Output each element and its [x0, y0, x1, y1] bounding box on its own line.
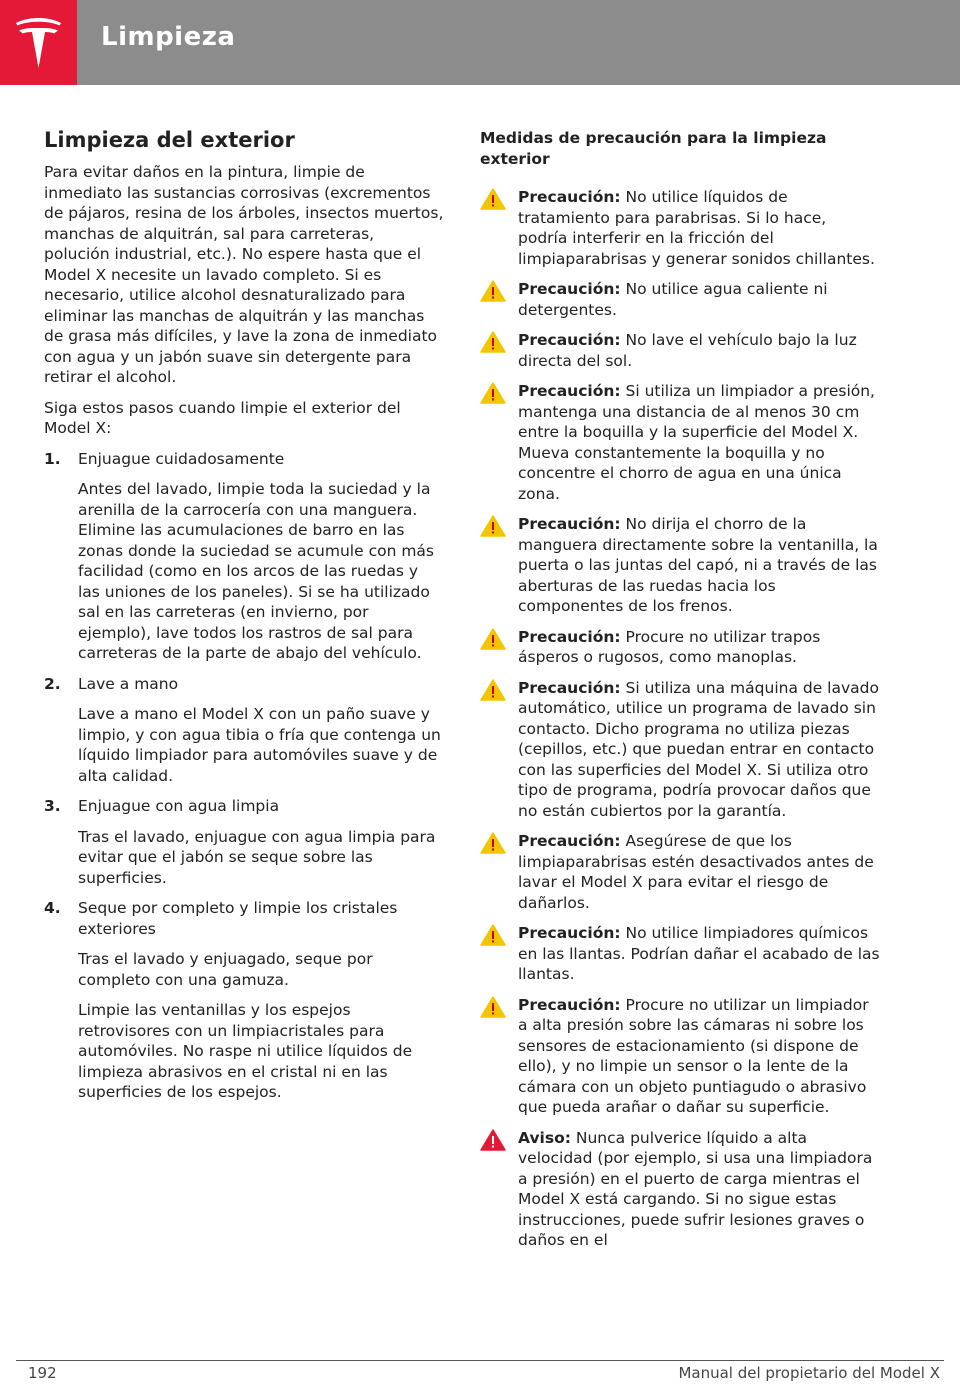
left-column [44, 128, 444, 1113]
notice-item [480, 381, 880, 504]
caution-icon [480, 924, 506, 946]
notices-list [480, 187, 880, 1251]
notice-label: Precaución: [518, 331, 621, 349]
step-item [44, 898, 444, 1103]
caution-icon [480, 382, 506, 404]
notice-item [480, 923, 880, 985]
notice-text: Si utiliza una máquina de lavado automático, utilice un programa de lavado sin contacto. Dicho programa no utiliza piezas (cepillos, etc.) que puedan entrar en contacto con las superficies del Model X. Si utiliza otro tipo de programa, podría provocar daños que no están cubiertos por la garantía. [518, 678, 879, 820]
notice-item [480, 514, 880, 617]
notice-text: No dirija el chorro de la manguera directamente sobre la ventanilla, la puerta o las juntas del capó, ni a través de las aberturas de las ruedas hacia los componentes de los frenos. [518, 515, 878, 615]
notice-text: Si utiliza un limpiador a presión, mantenga una distancia de al menos 30 cm entre la boquilla y la superficie del Model X. Mueva constantemente la boquilla y no concentre el chorro de agua en una única zona. [518, 382, 875, 503]
notice-item [480, 330, 880, 371]
footer-title: Manual del propietario del Model X [678, 1364, 940, 1382]
notice-label: Precaución: [518, 832, 621, 850]
footer-divider [16, 1360, 944, 1361]
notice-text: No lave el vehículo bajo la luz directa del sol. [518, 331, 857, 370]
step-number: 1. [44, 449, 61, 468]
caution-icon [480, 188, 506, 210]
notice-text: No utilice agua caliente ni detergentes. [518, 280, 828, 319]
caution-icon [480, 280, 506, 302]
step-body: Tras el lavado y enjuagado, seque por completo con una gamuza. [78, 950, 373, 989]
step-number: 4. [44, 899, 61, 917]
tesla-logo-icon [14, 18, 63, 68]
right-column [480, 128, 880, 1261]
notice-label: Precaución: [518, 188, 621, 206]
notice-label: Precaución: [518, 995, 621, 1014]
notice-text: Procure no utilizar trapos ásperos o rugosos, como manoplas. [518, 627, 821, 666]
notice-item [480, 1128, 880, 1251]
step-title: Enjuague con agua limpia [78, 797, 280, 815]
intro-paragraph: Para evitar daños en la pintura, limpie de inmediato las sustancias corrosivas (excrementos de pájaros, resina de los árboles, insectos muertos, manchas de alquitrán, sal para carreteras, polución industrial, etc.). No espere hasta que el Model X necesite un lavado completo. Si es necesario, utilice alcohol desnaturalizado para eliminar las manchas de alquitrán y las manchas de grasa más difíciles, y lave la zona de inmediato con agua y un jabón suave sin detergente para retirar el alcohol. [44, 163, 444, 386]
caution-icon [480, 679, 506, 701]
caution-icon [480, 832, 506, 854]
notice-item [480, 279, 880, 320]
notice-item [480, 678, 880, 822]
notice-text: Nunca pulverice líquido a alta velocidad (por ejemplo, si usa una limpiadora a presión) en el puerto de carga mientras el Model X está cargando. Si no sigue estas instrucciones, puede sufrir lesiones graves o daños en el [518, 1128, 873, 1249]
notice-label: Precaución: [518, 280, 621, 298]
notice-label: Precaución: [518, 678, 621, 697]
step-number: 3. [44, 797, 61, 815]
step-item [44, 449, 444, 664]
notice-text: No utilice líquidos de tratamiento para parabrisas. Si lo hace, podría interferir en la fricción del limpiaparabrisas y generar sonidos chillantes. [518, 188, 875, 268]
step-body: Lave a mano el Model X con un paño suave y limpio, y con agua tibia o fría que contenga un líquido limpiador para automóviles suave y de alta calidad. [78, 705, 441, 785]
notice-label: Precaución: [518, 924, 621, 942]
page-title: Limpieza [101, 22, 236, 52]
notice-item [480, 995, 880, 1118]
step-body: Tras el lavado, enjuague con agua limpia para evitar que el jabón se seque sobre las superficies. [78, 827, 436, 887]
notice-item [480, 187, 880, 269]
notice-item [480, 627, 880, 668]
step-title: Lave a mano [78, 674, 179, 693]
section-heading: Limpieza del exterior [44, 128, 295, 152]
page-header [0, 0, 960, 85]
step-item [44, 796, 444, 888]
step-number: 2. [44, 674, 61, 693]
tesla-logo [0, 0, 77, 85]
warning-icon [480, 1129, 506, 1151]
caution-icon [480, 996, 506, 1018]
notice-label: Aviso: [518, 1128, 571, 1147]
notice-text: No utilice limpiadores químicos en las llantas. Podrían dañar el acabado de las llantas. [518, 924, 880, 983]
page-number: 192 [28, 1364, 57, 1382]
step-title: Enjuague cuidadosamente [78, 449, 285, 468]
steps-intro: Siga estos pasos cuando limpie el exterior del Model X: [44, 398, 401, 437]
caution-icon [480, 628, 506, 650]
notice-text: Asegúrese de que los limpiaparabrisas estén desactivados antes de lavar el Model X para evitar el riesgo de dañarlos. [518, 832, 874, 912]
step-body: Antes del lavado, limpie toda la suciedad y la arenilla de la carrocería con una manguera. Elimine las acumulaciones de barro en las zonas donde la suciedad se acumule con más facilidad (como en los arcos de las ruedas y las uniones de los paneles). Si se ha utilizado sal en las carreteras (en invierno, por ejemplo), lave todos los rastros de sal para carreteras de la parte de abajo del vehículo. [78, 480, 434, 662]
notice-label: Precaución: [518, 515, 621, 533]
caution-icon [480, 331, 506, 353]
notice-text: Procure no utilizar un limpiador a alta presión sobre las cámaras ni sobre los sensores de estacionamiento (si dispone de ello), y no limpie un sensor o la lente de la cámara con un objeto puntiagudo o abrasivo que pueda arañar o dañar su superficie. [518, 995, 869, 1116]
step-item [44, 674, 444, 787]
step-body: Limpie las ventanillas y los espejos retrovisores con un limpiacristales para automóviles. No raspe ni utilice líquidos de limpieza abrasivos en el cristal ni en las superficies de los espejos. [78, 1001, 413, 1101]
steps-list [44, 449, 444, 1103]
step-title: Seque por completo y limpie los cristales exteriores [78, 899, 398, 938]
caution-icon [480, 515, 506, 537]
notice-item [480, 831, 880, 913]
notice-label: Precaución: [518, 627, 621, 646]
notice-label: Precaución: [518, 382, 621, 400]
precautions-heading: Medidas de precaución para la limpieza exterior [480, 129, 827, 168]
